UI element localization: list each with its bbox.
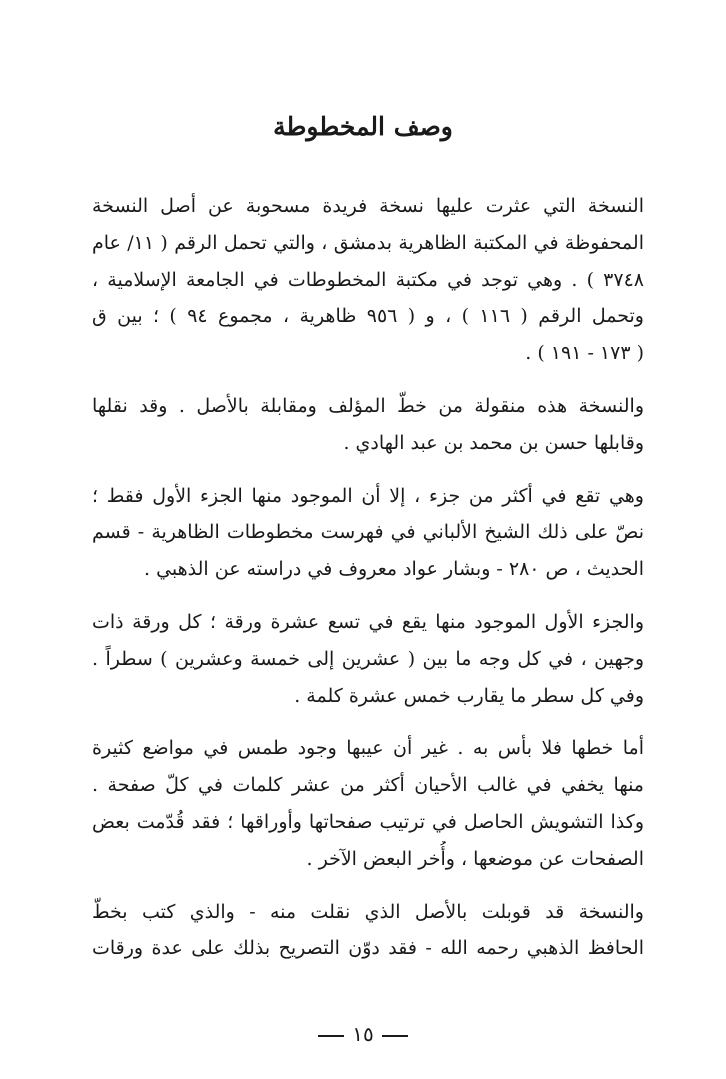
paragraph-3 [92,478,644,588]
paragraph-6 [92,894,644,968]
text-line: الصفحات عن موضعها ، وأُخر البعض الآخر . [306,847,644,870]
body-text [92,188,644,976]
text-line: أما خطها فلا بأس به . غير أن عيبها وجود طمس في مواضع كثيرة [92,737,644,760]
text-line: وتحمل الرقم ( ١١٦ ) ، و ( ٩٥٦ ظاهرية ، مجموع ٩٤ ) ؛ بين ق [92,305,644,328]
text-line: وهي تقع في أكثر من جزء ، إلا أن الموجود منها الجزء الأول فقط ؛ [92,484,644,507]
text-line: منها يخفي في غالب الأحيان أكثر من عشر كلمات في كلّ صفحة . [92,774,644,797]
text-line: المحفوظة في المكتبة الظاهرية بدمشق ، والتي تحمل الرقم ( ١١/ عام [92,231,644,254]
paragraph-4 [92,604,644,714]
text-line: وفي كل سطر ما يقارب خمس عشرة كلمة . [294,684,644,707]
page-number-value: ١٥ [352,1022,374,1046]
paragraph-1 [92,188,644,372]
text-line: النسخة التي عثرت عليها نسخة فريدة مسحوبة عن أصل النسخة [92,195,644,217]
text-line: نصّ على ذلك الشيخ الألباني في فهرست مخطوطات الظاهرية - قسم [92,521,644,544]
text-line: والنسخة هذه منقولة من خطّ المؤلف ومقابلة بالأصل . وقد نقلها [92,394,644,417]
text-line: وقابلها حسن بن محمد بن عبد الهادي . [343,431,644,454]
text-line: وجهين ، في كل وجه ما بين ( عشرين إلى خمسة وعشرين ) سطراً . [92,647,644,670]
paragraph-2 [92,388,644,462]
text-line: ( ١٧٣ - ١٩١ ) . [525,342,644,365]
text-line: وكذا التشويش الحاصل في ترتيب صفحاتها وأوراقها ؛ فقد قُدّمت بعض [92,810,644,833]
page-title: وصف المخطوطة [273,112,453,141]
page-number [0,1022,726,1046]
text-line: والجزء الأول الموجود منها يقع في تسع عشرة ورقة ؛ كل ورقة ذات [92,610,644,633]
dash-decoration [382,1035,408,1037]
text-line: والنسخة قد قوبلت بالأصل الذي نقلت منه - والذي كتب بخطّ [92,900,644,923]
text-line: الحديث ، ص ٢٨٠ - وبشار عواد معروف في دراسته عن الذهبي . [144,558,644,581]
text-line: ٣٧٤٨ ) . وهي توجد في مكتبة المخطوطات في الجامعة الإسلامية ، [92,268,644,291]
paragraph-5 [92,730,644,877]
text-line: الحافظ الذهبي رحمه الله - فقد دوّن التصريح بذلك على عدة ورقات [92,937,644,960]
dash-decoration [318,1035,344,1037]
